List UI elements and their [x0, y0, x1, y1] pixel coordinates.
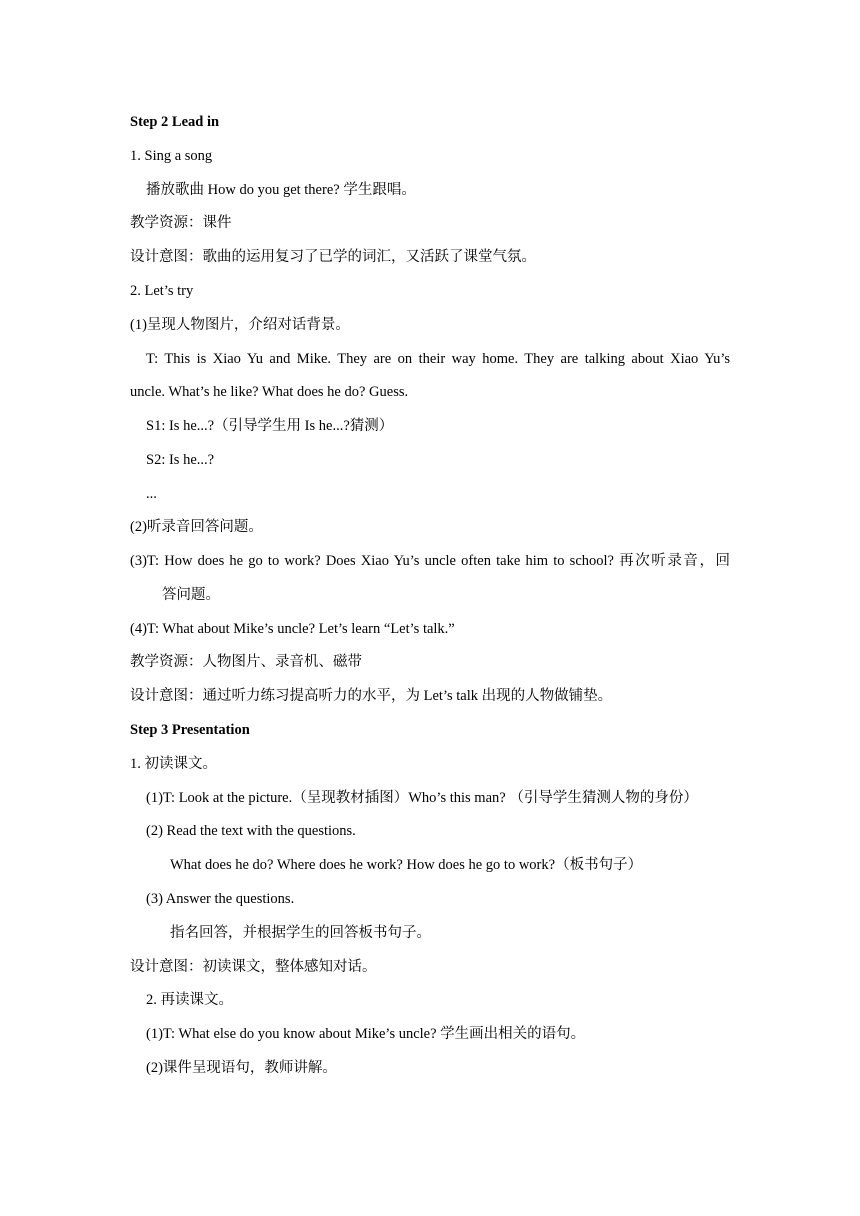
paragraph-line: uncle. What’s he like? What does he do? Guess. — [130, 384, 409, 400]
paragraph-line: 指名回答，并根据学生的回答板书句子。 — [170, 925, 431, 941]
design-intent-line: 设计意图：初读课文，整体感知对话。 — [130, 959, 377, 975]
item-first-reading: 1. 初读课文。 — [130, 756, 217, 772]
heading-step-3: Step 3 Presentation — [130, 722, 250, 738]
ellipsis-line: ... — [146, 486, 157, 502]
dialogue-line: S1: Is he...?（引导学生用 Is he...?猜测） — [146, 418, 394, 434]
item-lets-try: 2. Let’s try — [130, 283, 194, 299]
paragraph-line: T: This is Xiao Yu and Mike. They are on their way home. They are talking about Xiao Yu’s — [146, 351, 730, 367]
dialogue-line: S2: Is he...? — [146, 452, 215, 468]
design-intent-line: 设计意图：通过听力练习提高听力的水平，为 Let’s talk 出现的人物做铺垫。 — [130, 688, 613, 704]
paragraph-line: 答问题。 — [162, 587, 220, 603]
paragraph-line: (2)课件呈现语句，教师讲解。 — [146, 1060, 337, 1076]
paragraph-line: 播放歌曲 How do you get there? 学生跟唱。 — [146, 182, 416, 198]
item-sing-a-song: 1. Sing a song — [130, 148, 213, 164]
paragraph-line: (3)T: How does he go to work? Does Xiao Yu’s uncle often take him to school? 再次听录音，回 — [130, 553, 730, 569]
paragraph-line: (1)T: What else do you know about Mike’s uncle? 学生画出相关的语句。 — [146, 1026, 586, 1042]
paragraph-line: (3) Answer the questions. — [146, 891, 295, 907]
design-intent-line: 设计意图：歌曲的运用复习了已学的词汇，又活跃了课堂气氛。 — [130, 249, 536, 265]
heading-step-2: Step 2 Lead in — [130, 114, 220, 130]
resource-line: 教学资源：人物图片、录音机、磁带 — [130, 654, 362, 670]
paragraph-line: (4)T: What about Mike’s uncle? Let’s learn “Let’s talk.” — [130, 621, 455, 637]
resource-line: 教学资源：课件 — [130, 215, 232, 231]
paragraph-line: What does he do? Where does he work? How does he go to work?（板书句子） — [170, 857, 643, 873]
paragraph-line: (1)T: Look at the picture.（呈现教材插图）Who’s this man? （引导学生猜测人物的身份） — [146, 790, 698, 806]
paragraph-line: (2)听录音回答问题。 — [130, 519, 263, 535]
paragraph-line: (2) Read the text with the questions. — [146, 823, 356, 839]
item-second-reading: 2. 再读课文。 — [146, 992, 233, 1008]
paragraph-line: (1)呈现人物图片，介绍对话背景。 — [130, 317, 350, 333]
